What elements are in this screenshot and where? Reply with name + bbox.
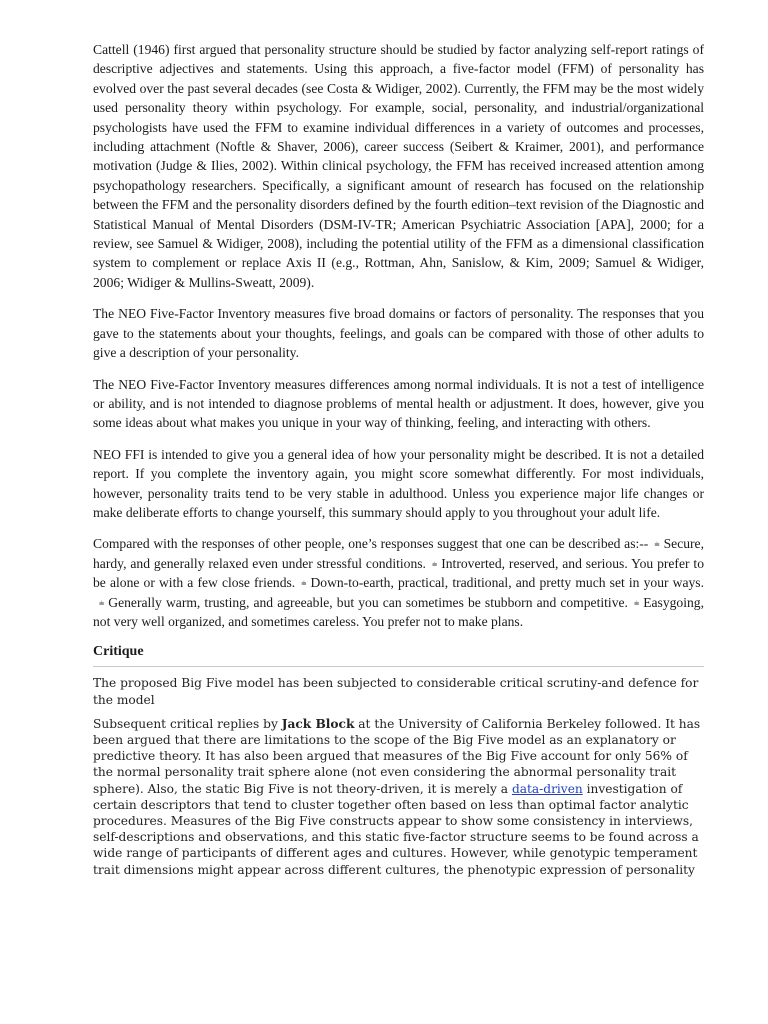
critique-heading: Critique xyxy=(93,644,144,660)
critique-text-middle: at the University of California Berkeley followed. It has been argued that there are limitations to the scope of the Big Five model as an explanatory or predictive theory. It has also been argued that measures of the Big Five account for only 56% of the normal personality trait sphere alone (not even considering the abnormal personality trait sphere). Also, the static Big Five is not theory-driven, it is merely a xyxy=(93,716,701,796)
data-driven-link[interactable]: data-driven xyxy=(511,781,583,796)
critique-text-end: investigation of certain descriptors that tend to cluster together often based on less than optimal factor analytic procedures. Measures of the Big Five constructs appear to show some consistency in interviews, self-descriptions and observations, and this static five-factor structure seems to be found across a wide range of participants of different ages and cultures. However, while genotypic temperament trait dimensions might appear across different cultures, the phenotypic expression of personality xyxy=(93,781,699,877)
critique-intro: The proposed Big Five model has been subjected to considerable critical scrutiny-and defence for the model xyxy=(93,676,699,707)
bullet-icon: ⩧ xyxy=(99,598,105,609)
bullet-icon: ⩧ xyxy=(654,540,660,551)
bullet-icon: ⩧ xyxy=(301,579,307,590)
bullet-icon: ⩧ xyxy=(431,559,438,570)
summary-intro: Compared with the responses of other people, one’s responses suggest that one can be described as:-- xyxy=(93,536,649,552)
bullet-icon: ⩧ xyxy=(633,598,640,609)
heading-divider xyxy=(93,666,704,667)
paragraph-neo-overview: The NEO Five-Factor Inventory measures five broad domains or factors of personality. The responses that you gave to the statements about your thoughts, feelings, and goals can be compared with those of other adults to give a description of your personality. xyxy=(93,306,704,361)
critique-section xyxy=(93,643,704,877)
author-name: Jack Block xyxy=(281,716,355,731)
trait-item: Easygoing, not very well organized, and sometimes careless. You prefer not to make plans. xyxy=(93,594,704,629)
trait-item: Secure, hardy, and generally relaxed even under stressful conditions. xyxy=(93,536,704,571)
paragraph-neo-ffi: NEO FFI is intended to give you a general idea of how your personality might be described. It is not a detailed report. If you complete the inventory again, you might score somewhat differently. For most individuals, however, personality traits tend to be very stable in adulthood. Unless you experience major life changes or make deliberate efforts to change yourself, this summary should apply to you throughout your adult life. xyxy=(93,446,704,520)
critique-body xyxy=(93,716,704,878)
trait-item: Generally warm, trusting, and agreeable, but you can sometimes be stubborn and competitive. xyxy=(108,594,628,610)
trait-item: Down-to-earth, practical, traditional, and pretty much set in your ways. xyxy=(310,575,704,591)
trait-item: Introverted, reserved, and serious. You prefer to be alone or with a few close friends. xyxy=(93,555,704,591)
paragraph-cattell: Cattell (1946) first argued that personality structure should be studied by factor analyzing self-report ratings of descriptive adjectives and statements. Using this approach, a five-factor model (FFM) of personality has evolved over the past several decades (see Costa & Widiger, 2002). Currently, the FFM may be the most widely used personality theory within psychology. For example, social, personality, and industrial/organizational psychologists have used the FFM to examine individual differences in a variety of outcomes and processes, including attachment (Noftle & Shaver, 2006), career success (Seibert & Kraimer, 2001), and performance motivation (Judge & Ilies, 2002). Within clinical psychology, the FFM has received increased attention among psychopathology researchers. Specifically, a significant amount of research has focused on the relationship between the FFM and the personality disorders defined by the fourth edition–text revision of the Diagnostic and Statistical Manual of Mental Disorders (DSM-IV-TR; American Psychiatric Association [APA], 2000; for a review, see Samuel & Widiger, 2008), including the potential utility of the FFM as a dimensional classification system to complement or replace Axis II (e.g., Rottman, Ahn, Sanislow, & Kim, 2009; Samuel & Widiger, 2006; Widiger & Mullins-Sweatt, 2009). xyxy=(93,42,704,290)
critique-text-start: Subsequent critical replies by xyxy=(93,716,282,731)
paragraph-neo-normal: The NEO Five-Factor Inventory measures differences among normal individuals. It is not a test of intelligence or ability, and is not intended to diagnose problems of mental health or adjustment. It does, however, give you some ideas about what makes you unique in your way of thinking, feeling, and interacting with others. xyxy=(93,376,704,431)
paragraph-trait-summary xyxy=(93,534,704,631)
